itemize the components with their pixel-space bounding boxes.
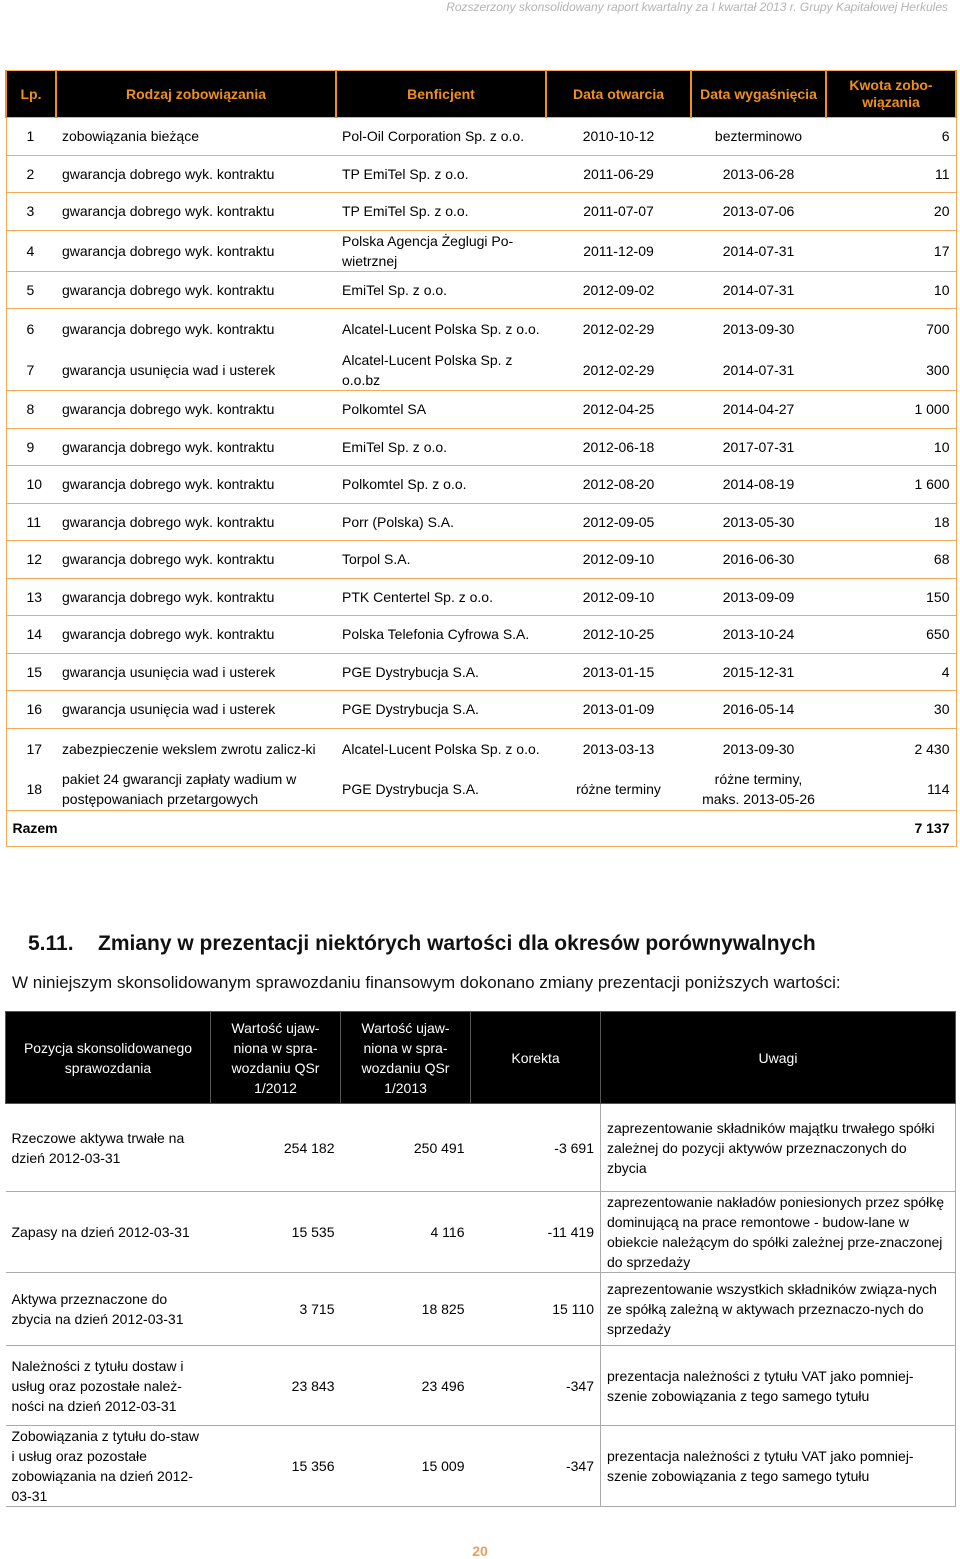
row-beneficiary: Polska Agencja Żeglugi Po-wietrznej [336,230,546,271]
table-row [6,271,956,309]
row-expires: 2014-04-27 [691,391,826,429]
row-expires: 2015-12-31 [691,653,826,691]
table-row [6,466,956,504]
table2-header-row [6,1012,956,1104]
table-row [6,1426,956,1507]
row-expires: różne terminy, maks. 2013-05-26 [691,769,826,810]
row-expires: 2016-06-30 [691,541,826,579]
row-beneficiary: TP EmiTel Sp. z o.o. [336,155,546,193]
table-row [6,1192,956,1273]
row-lp: 10 [6,466,56,504]
row-beneficiary: TP EmiTel Sp. z o.o. [336,193,546,231]
row-position: Rzeczowe aktywa trwałe na dzień 2012-03-31 [6,1104,211,1192]
row-lp: 14 [6,616,56,654]
table-row [6,728,956,769]
col-qsr2013: Wartość ujaw-niona w spra-wozdaniu QSr 1/2013 [341,1012,471,1104]
presentation-changes-table [5,1011,956,1507]
row-qsr2012: 3 715 [211,1273,341,1346]
row-type: gwarancja dobrego wyk. kontraktu [56,578,336,616]
total-value: 7 137 [826,810,956,846]
row-amount: 650 [826,616,956,654]
row-expires: 2017-07-31 [691,428,826,466]
row-note: prezentacja należności z tytułu VAT jako pomniej-szenie zobowiązania z tego samego tytułu [601,1346,956,1426]
row-opened: 2010-10-12 [546,118,691,156]
row-opened: 2011-12-09 [546,230,691,271]
row-expires: bezterminowo [691,118,826,156]
row-lp: 12 [6,541,56,579]
col-type: Rodzaj zobowiązania [56,71,336,118]
row-beneficiary: EmiTel Sp. z o.o. [336,271,546,309]
row-position: Zobowiązania z tytułu do-staw i usług oraz pozostałe zobowiązania na dzień 2012-03-31 [6,1426,211,1507]
row-qsr2013: 23 496 [341,1346,471,1426]
row-beneficiary: Alcatel-Lucent Polska Sp. z o.o. [336,728,546,769]
col-opened: Data otwarcia [546,71,691,118]
row-beneficiary: PTK Centertel Sp. z o.o. [336,578,546,616]
row-expires: 2013-09-09 [691,578,826,616]
col-qsr2012: Wartość ujaw-niona w spra-wozdaniu QSr 1/2012 [211,1012,341,1104]
row-beneficiary: PGE Dystrybucja S.A. [336,691,546,729]
row-expires: 2016-05-14 [691,691,826,729]
row-expires: 2013-06-28 [691,155,826,193]
table-row [6,1104,956,1192]
table-row [6,769,956,810]
row-lp: 18 [6,769,56,810]
row-type: gwarancja dobrego wyk. kontraktu [56,503,336,541]
row-lp: 8 [6,391,56,429]
row-qsr2012: 15 535 [211,1192,341,1273]
row-type: gwarancja dobrego wyk. kontraktu [56,193,336,231]
row-beneficiary: Polkomtel SA [336,391,546,429]
row-amount: 6 [826,118,956,156]
row-beneficiary: Pol-Oil Corporation Sp. z o.o. [336,118,546,156]
row-qsr2013: 250 491 [341,1104,471,1192]
row-type: gwarancja usunięcia wad i usterek [56,653,336,691]
table-row [6,578,956,616]
row-amount: 150 [826,578,956,616]
row-opened: 2013-01-09 [546,691,691,729]
row-amount: 17 [826,230,956,271]
row-opened: 2012-09-10 [546,541,691,579]
col-correction: Korekta [471,1012,601,1104]
row-amount: 10 [826,271,956,309]
table-row [6,1346,956,1426]
row-opened: 2012-09-10 [546,578,691,616]
row-lp: 2 [6,155,56,193]
row-type: gwarancja dobrego wyk. kontraktu [56,616,336,654]
row-lp: 3 [6,193,56,231]
row-beneficiary: Porr (Polska) S.A. [336,503,546,541]
table-row [6,616,956,654]
row-amount: 1 000 [826,391,956,429]
row-lp: 11 [6,503,56,541]
row-amount: 300 [826,350,956,391]
page-number: 20 [472,1543,488,1559]
table-row [6,541,956,579]
row-type: gwarancja dobrego wyk. kontraktu [56,155,336,193]
table-row [6,350,956,391]
row-opened: 2012-04-25 [546,391,691,429]
row-amount: 10 [826,428,956,466]
row-beneficiary: Polkomtel Sp. z o.o. [336,466,546,504]
table-header-row [6,71,956,118]
row-type: zabezpieczenie wekslem zwrotu zalicz-ki [56,728,336,769]
row-qsr2012: 23 843 [211,1346,341,1426]
row-lp: 7 [6,350,56,391]
row-opened: 2012-10-25 [546,616,691,654]
row-lp: 13 [6,578,56,616]
row-type: gwarancja dobrego wyk. kontraktu [56,541,336,579]
row-opened: 2011-06-29 [546,155,691,193]
row-beneficiary: EmiTel Sp. z o.o. [336,428,546,466]
row-position: Aktywa przeznaczone do zbycia na dzień 2012-03-31 [6,1273,211,1346]
section-heading [28,932,816,956]
row-qsr2012: 15 356 [211,1426,341,1507]
col-beneficiary: Benficjent [336,71,546,118]
row-amount: 68 [826,541,956,579]
row-lp: 9 [6,428,56,466]
row-amount: 11 [826,155,956,193]
table-row [6,155,956,193]
table-row [6,653,956,691]
row-expires: 2014-07-31 [691,350,826,391]
row-beneficiary: Alcatel-Lucent Polska Sp. z o.o.bz [336,350,546,391]
row-amount: 2 430 [826,728,956,769]
row-opened: różne terminy [546,769,691,810]
row-expires: 2013-09-30 [691,309,826,350]
row-note: zaprezentowanie wszystkich składników związa-nych ze spółką zależną w aktywach przeznaczo-nych do sprzedaży [601,1273,956,1346]
row-lp: 5 [6,271,56,309]
row-correction: -3 691 [471,1104,601,1192]
row-beneficiary: Alcatel-Lucent Polska Sp. z o.o. [336,309,546,350]
table-row [6,118,956,156]
row-qsr2013: 18 825 [341,1273,471,1346]
row-correction: 15 110 [471,1273,601,1346]
total-label: Razem [6,810,826,846]
row-qsr2012: 254 182 [211,1104,341,1192]
row-opened: 2012-06-18 [546,428,691,466]
row-lp: 4 [6,230,56,271]
table-row [6,309,956,350]
row-lp: 15 [6,653,56,691]
row-amount: 1 600 [826,466,956,504]
table-row [6,1273,956,1346]
row-type: gwarancja dobrego wyk. kontraktu [56,271,336,309]
row-beneficiary: Torpol S.A. [336,541,546,579]
row-type: gwarancja dobrego wyk. kontraktu [56,309,336,350]
row-expires: 2013-05-30 [691,503,826,541]
section-intro: W niniejszym skonsolidowanym sprawozdaniu finansowym dokonano zmiany prezentacji poniższych wartości: [12,973,841,992]
row-expires: 2014-08-19 [691,466,826,504]
row-beneficiary: PGE Dystrybucja S.A. [336,653,546,691]
row-lp: 6 [6,309,56,350]
row-beneficiary: PGE Dystrybucja S.A. [336,769,546,810]
row-note: zaprezentowanie nakładów poniesionych przez spółkę dominującą na prace remontowe - budow-lane w obiekcie należącym do spółki zależnej prze-znaczonej do sprzedaży [601,1192,956,1273]
row-opened: 2011-07-07 [546,193,691,231]
row-opened: 2013-03-13 [546,728,691,769]
row-opened: 2012-08-20 [546,466,691,504]
row-note: zaprezentowanie składników majątku trwałego spółki zależnej do pozycji aktywów przeznaczonych do zbycia [601,1104,956,1192]
table-row [6,193,956,231]
row-type: gwarancja dobrego wyk. kontraktu [56,230,336,271]
row-amount: 30 [826,691,956,729]
row-amount: 700 [826,309,956,350]
row-expires: 2014-07-31 [691,230,826,271]
row-correction: -347 [471,1346,601,1426]
row-position: Zapasy na dzień 2012-03-31 [6,1192,211,1273]
row-opened: 2012-09-05 [546,503,691,541]
row-amount: 20 [826,193,956,231]
row-position: Należności z tytułu dostaw i usług oraz pozostałe należ-ności na dzień 2012-03-31 [6,1346,211,1426]
row-amount: 18 [826,503,956,541]
row-type: gwarancja usunięcia wad i usterek [56,350,336,391]
section-number: 5.11. [28,932,74,955]
row-amount: 4 [826,653,956,691]
row-expires: 2014-07-31 [691,271,826,309]
col-amount: Kwota zobo-wiązania [826,71,956,118]
row-expires: 2013-07-06 [691,193,826,231]
row-note: prezentacja należności z tytułu VAT jako pomniej-szenie zobowiązania z tego samego tytułu [601,1426,956,1507]
row-qsr2013: 4 116 [341,1192,471,1273]
row-opened: 2012-02-29 [546,309,691,350]
table-row [6,230,956,271]
row-lp: 1 [6,118,56,156]
row-type: gwarancja usunięcia wad i usterek [56,691,336,729]
total-row [6,810,956,846]
row-beneficiary: Polska Telefonia Cyfrowa S.A. [336,616,546,654]
row-correction: -11 419 [471,1192,601,1273]
table-row [6,691,956,729]
row-lp: 17 [6,728,56,769]
row-lp: 16 [6,691,56,729]
row-correction: -347 [471,1426,601,1507]
col-notes: Uwagi [601,1012,956,1104]
section-title: Zmiany w prezentacji niektórych wartości dla okresów porównywalnych [98,932,816,955]
col-position: Pozycja skonsolidowanego sprawozdania [6,1012,211,1104]
running-header: Rozszerzony skonsolidowany raport kwartalny za I kwartał 2013 r. Grupy Kapitałowej Herkules [446,0,948,14]
row-qsr2013: 15 009 [341,1426,471,1507]
col-expires: Data wygaśnięcia [691,71,826,118]
col-lp: Lp. [6,71,56,118]
row-opened: 2013-01-15 [546,653,691,691]
row-expires: 2013-10-24 [691,616,826,654]
row-opened: 2012-09-02 [546,271,691,309]
row-type: gwarancja dobrego wyk. kontraktu [56,391,336,429]
row-type: zobowiązania bieżące [56,118,336,156]
table-row [6,391,956,429]
row-type: pakiet 24 gwarancji zapłaty wadium w postępowaniach przetargowych [56,769,336,810]
table-row [6,428,956,466]
row-expires: 2013-09-30 [691,728,826,769]
row-type: gwarancja dobrego wyk. kontraktu [56,428,336,466]
table-row [6,503,956,541]
row-opened: 2012-02-29 [546,350,691,391]
row-amount: 114 [826,769,956,810]
row-type: gwarancja dobrego wyk. kontraktu [56,466,336,504]
liabilities-table [5,70,957,847]
